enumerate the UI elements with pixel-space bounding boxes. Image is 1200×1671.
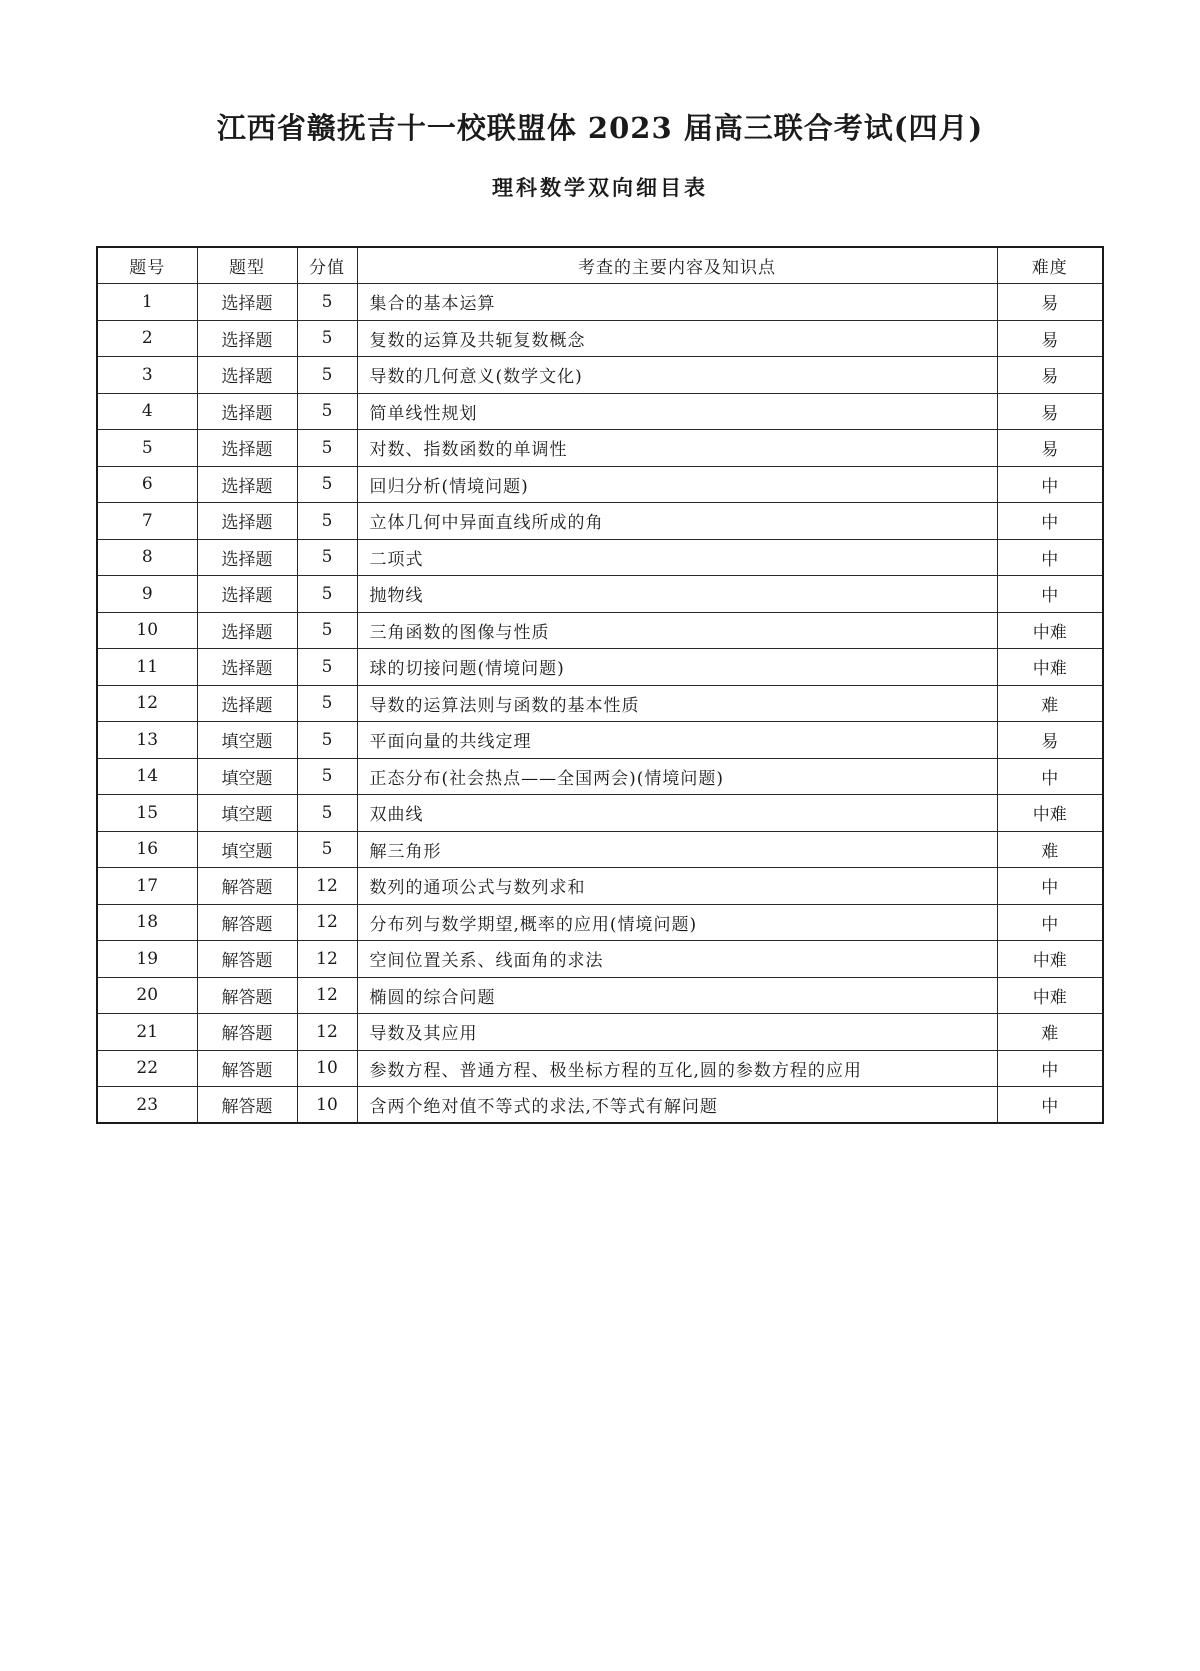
cell-content: 数列的通项公式与数列求和 (357, 868, 997, 905)
cell-number: 12 (97, 685, 197, 722)
cell-number: 21 (97, 1014, 197, 1051)
cell-type: 选择题 (197, 576, 297, 613)
table-row (97, 612, 1103, 649)
cell-difficulty: 中 (997, 1087, 1103, 1124)
cell-content: 回归分析(情境问题) (357, 466, 997, 503)
cell-type: 解答题 (197, 868, 297, 905)
cell-content: 三角函数的图像与性质 (357, 612, 997, 649)
cell-score: 5 (297, 722, 357, 759)
cell-number: 18 (97, 904, 197, 941)
cell-number: 7 (97, 503, 197, 540)
cell-number: 8 (97, 539, 197, 576)
header-score: 分值 (297, 247, 357, 284)
table-row (97, 576, 1103, 613)
cell-type: 选择题 (197, 466, 297, 503)
cell-difficulty: 易 (997, 430, 1103, 467)
cell-difficulty: 易 (997, 357, 1103, 394)
cell-number: 9 (97, 576, 197, 613)
cell-score: 5 (297, 612, 357, 649)
cell-score: 5 (297, 576, 357, 613)
cell-content: 集合的基本运算 (357, 284, 997, 321)
cell-content: 平面向量的共线定理 (357, 722, 997, 759)
cell-difficulty: 难 (997, 831, 1103, 868)
table-row (97, 758, 1103, 795)
cell-score: 5 (297, 685, 357, 722)
cell-score: 12 (297, 868, 357, 905)
cell-difficulty: 难 (997, 685, 1103, 722)
cell-score: 5 (297, 795, 357, 832)
cell-difficulty: 中 (997, 758, 1103, 795)
table-row (97, 685, 1103, 722)
cell-content: 解三角形 (357, 831, 997, 868)
cell-number: 4 (97, 393, 197, 430)
spec-table (96, 246, 1104, 1124)
cell-number: 19 (97, 941, 197, 978)
cell-type: 选择题 (197, 503, 297, 540)
cell-type: 填空题 (197, 722, 297, 759)
cell-number: 15 (97, 795, 197, 832)
cell-number: 1 (97, 284, 197, 321)
cell-score: 12 (297, 904, 357, 941)
cell-difficulty: 易 (997, 722, 1103, 759)
cell-difficulty: 中 (997, 503, 1103, 540)
cell-type: 选择题 (197, 649, 297, 686)
table-row (97, 977, 1103, 1014)
cell-difficulty: 中 (997, 1050, 1103, 1087)
table-row (97, 320, 1103, 357)
cell-number: 16 (97, 831, 197, 868)
cell-content: 导数的运算法则与函数的基本性质 (357, 685, 997, 722)
table-row (97, 1014, 1103, 1051)
cell-type: 选择题 (197, 357, 297, 394)
cell-number: 10 (97, 612, 197, 649)
cell-difficulty: 中难 (997, 941, 1103, 978)
table-row (97, 722, 1103, 759)
cell-type: 解答题 (197, 904, 297, 941)
cell-score: 10 (297, 1050, 357, 1087)
cell-number: 6 (97, 466, 197, 503)
cell-difficulty: 中 (997, 466, 1103, 503)
table-row (97, 868, 1103, 905)
cell-difficulty: 中 (997, 576, 1103, 613)
cell-type: 解答题 (197, 977, 297, 1014)
cell-content: 含两个绝对值不等式的求法,不等式有解问题 (357, 1087, 997, 1124)
cell-type: 选择题 (197, 685, 297, 722)
cell-number: 14 (97, 758, 197, 795)
cell-score: 5 (297, 649, 357, 686)
cell-difficulty: 中 (997, 868, 1103, 905)
cell-type: 选择题 (197, 539, 297, 576)
table-row (97, 831, 1103, 868)
cell-difficulty: 易 (997, 393, 1103, 430)
cell-score: 12 (297, 1014, 357, 1051)
cell-score: 10 (297, 1087, 357, 1124)
table-body (97, 284, 1103, 1124)
cell-content: 导数的几何意义(数学文化) (357, 357, 997, 394)
header-content: 考查的主要内容及知识点 (357, 247, 997, 284)
cell-score: 5 (297, 539, 357, 576)
cell-type: 填空题 (197, 795, 297, 832)
cell-difficulty: 易 (997, 284, 1103, 321)
cell-content: 分布列与数学期望,概率的应用(情境问题) (357, 904, 997, 941)
table-row (97, 466, 1103, 503)
cell-score: 5 (297, 284, 357, 321)
table-row (97, 941, 1103, 978)
cell-difficulty: 中难 (997, 649, 1103, 686)
cell-score: 5 (297, 357, 357, 394)
page-title: 江西省赣抚吉十一校联盟体 2023 届高三联合考试(四月) (216, 111, 984, 145)
cell-score: 5 (297, 503, 357, 540)
cell-difficulty: 中难 (997, 795, 1103, 832)
cell-type: 选择题 (197, 612, 297, 649)
cell-score: 5 (297, 393, 357, 430)
cell-content: 复数的运算及共轭复数概念 (357, 320, 997, 357)
header-type: 题型 (197, 247, 297, 284)
cell-content: 椭圆的综合问题 (357, 977, 997, 1014)
cell-type: 解答题 (197, 1014, 297, 1051)
cell-type: 解答题 (197, 1087, 297, 1124)
cell-score: 5 (297, 466, 357, 503)
table-row (97, 393, 1103, 430)
table-row (97, 649, 1103, 686)
cell-content: 立体几何中异面直线所成的角 (357, 503, 997, 540)
cell-content: 二项式 (357, 539, 997, 576)
cell-content: 简单线性规划 (357, 393, 997, 430)
cell-type: 解答题 (197, 941, 297, 978)
table-row (97, 357, 1103, 394)
cell-number: 17 (97, 868, 197, 905)
cell-content: 球的切接问题(情境问题) (357, 649, 997, 686)
cell-type: 解答题 (197, 1050, 297, 1087)
cell-content: 参数方程、普通方程、极坐标方程的互化,圆的参数方程的应用 (357, 1050, 997, 1087)
cell-content: 导数及其应用 (357, 1014, 997, 1051)
cell-type: 选择题 (197, 430, 297, 467)
cell-number: 11 (97, 649, 197, 686)
cell-difficulty: 中 (997, 539, 1103, 576)
cell-number: 3 (97, 357, 197, 394)
cell-number: 20 (97, 977, 197, 1014)
table-row (97, 1087, 1103, 1124)
table-header-row (97, 247, 1103, 284)
cell-difficulty: 难 (997, 1014, 1103, 1051)
cell-number: 13 (97, 722, 197, 759)
cell-score: 5 (297, 430, 357, 467)
cell-content: 抛物线 (357, 576, 997, 613)
cell-difficulty: 易 (997, 320, 1103, 357)
cell-number: 22 (97, 1050, 197, 1087)
cell-number: 2 (97, 320, 197, 357)
cell-type: 选择题 (197, 393, 297, 430)
table-row (97, 539, 1103, 576)
cell-number: 5 (97, 430, 197, 467)
table-row (97, 503, 1103, 540)
cell-content: 双曲线 (357, 795, 997, 832)
cell-type: 选择题 (197, 284, 297, 321)
cell-content: 正态分布(社会热点——全国两会)(情境问题) (357, 758, 997, 795)
cell-content: 对数、指数函数的单调性 (357, 430, 997, 467)
cell-type: 填空题 (197, 831, 297, 868)
cell-score: 5 (297, 758, 357, 795)
cell-score: 12 (297, 977, 357, 1014)
cell-difficulty: 中 (997, 904, 1103, 941)
table-row (97, 284, 1103, 321)
header-number: 题号 (97, 247, 197, 284)
cell-score: 12 (297, 941, 357, 978)
table-row (97, 430, 1103, 467)
page-subtitle: 理科数学双向细目表 (492, 176, 708, 200)
cell-type: 选择题 (197, 320, 297, 357)
table-row (97, 1050, 1103, 1087)
cell-score: 5 (297, 320, 357, 357)
cell-difficulty: 中难 (997, 612, 1103, 649)
table-row (97, 904, 1103, 941)
cell-content: 空间位置关系、线面角的求法 (357, 941, 997, 978)
header-difficulty: 难度 (997, 247, 1103, 284)
cell-number: 23 (97, 1087, 197, 1124)
cell-score: 5 (297, 831, 357, 868)
table-row (97, 795, 1103, 832)
cell-difficulty: 中难 (997, 977, 1103, 1014)
cell-type: 填空题 (197, 758, 297, 795)
